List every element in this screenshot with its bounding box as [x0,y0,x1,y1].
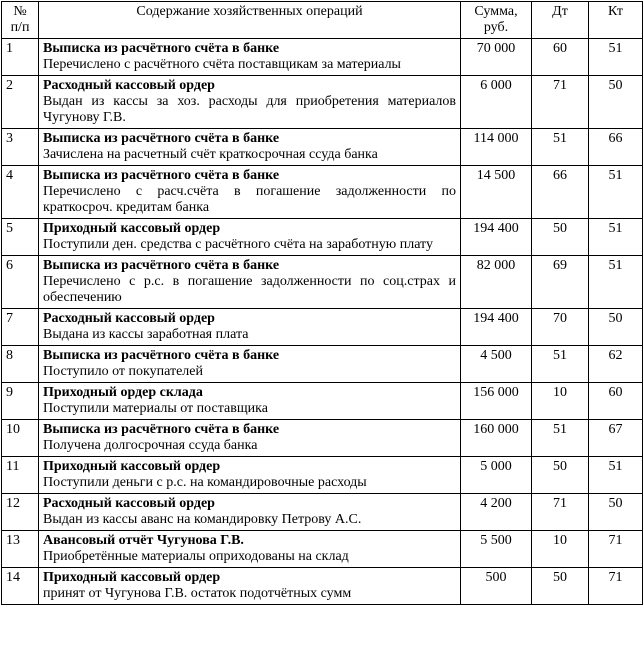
document-title: Приходный кассовый ордер [43,570,221,585]
operations-table [1,1,643,605]
header-kt: Кт [589,2,643,39]
operation-text: Получена долгосрочная ссуда банка [43,438,258,453]
row-number: 12 [2,494,39,531]
amount: 5 500 [461,531,532,568]
credit-account: 71 [589,568,643,605]
operation-content [39,166,461,219]
debit-account: 71 [532,494,589,531]
amount: 4 500 [461,346,532,383]
credit-account: 51 [589,166,643,219]
row-number: 13 [2,531,39,568]
document-title: Выписка из расчётного счёта в банке [43,258,280,273]
credit-account: 62 [589,346,643,383]
operation-text: Выдана из кассы заработная плата [43,327,249,342]
operation-text: Поступили деньги с р.с. на командировочные расходы [43,475,367,490]
document-title: Приходный кассовый ордер [43,221,221,236]
row-number: 8 [2,346,39,383]
debit-account: 66 [532,166,589,219]
operation-content [39,420,461,457]
amount: 500 [461,568,532,605]
operation-content [39,309,461,346]
operation-content [39,457,461,494]
document-title: Расходный кассовый ордер [43,311,215,326]
table-row [2,420,643,457]
header-row [2,2,643,39]
table-row [2,309,643,346]
table-row [2,568,643,605]
amount: 82 000 [461,256,532,309]
amount: 6 000 [461,76,532,129]
row-number: 14 [2,568,39,605]
credit-account: 50 [589,309,643,346]
operation-content [39,346,461,383]
credit-account: 66 [589,129,643,166]
document-title: Расходный кассовый ордер [43,496,215,511]
debit-account: 10 [532,383,589,420]
credit-account: 50 [589,494,643,531]
document-title: Выписка из расчётного счёта в банке [43,41,280,56]
row-number: 2 [2,76,39,129]
row-number: 7 [2,309,39,346]
debit-account: 10 [532,531,589,568]
credit-account: 67 [589,420,643,457]
table-row [2,256,643,309]
operation-text: Перечислено с расчётного счёта поставщикам за материалы [43,57,401,72]
operation-text: Приобретённые материалы оприходованы на склад [43,549,349,564]
amount: 194 400 [461,219,532,256]
operation-text: Перечислено с расч.счёта в погашение задолженности по краткосроч. кредитам банка [43,184,456,215]
amount: 70 000 [461,39,532,76]
amount: 160 000 [461,420,532,457]
operation-text: принят от Чугунова Г.В. остаток подотчётных сумм [43,586,352,601]
row-number: 3 [2,129,39,166]
operation-content [39,256,461,309]
row-number: 5 [2,219,39,256]
document-title: Приходный ордер склада [43,385,203,400]
debit-account: 50 [532,568,589,605]
operation-content [39,39,461,76]
operation-text: Перечислено с р.с. в погашение задолженности по соц.страх и обеспечению [43,274,456,305]
document-title: Выписка из расчётного счёта в банке [43,422,280,437]
header-num: № п/п [2,2,39,39]
amount: 5 000 [461,457,532,494]
debit-account: 70 [532,309,589,346]
debit-account: 51 [532,420,589,457]
document-title: Выписка из расчётного счёта в банке [43,168,280,183]
debit-account: 50 [532,219,589,256]
table-row [2,76,643,129]
operation-text: Выдан из кассы за хоз. расходы для приобретения материалов Чугунову Г.В. [43,94,456,125]
debit-account: 51 [532,346,589,383]
credit-account: 51 [589,256,643,309]
debit-account: 71 [532,76,589,129]
debit-account: 69 [532,256,589,309]
credit-account: 50 [589,76,643,129]
amount: 14 500 [461,166,532,219]
row-number: 10 [2,420,39,457]
row-number: 1 [2,39,39,76]
operation-content [39,219,461,256]
table-row [2,531,643,568]
table-row [2,494,643,531]
operation-content [39,568,461,605]
document-title: Расходный кассовый ордер [43,78,215,93]
table-row [2,457,643,494]
table-row [2,346,643,383]
credit-account: 51 [589,457,643,494]
operation-content [39,531,461,568]
amount: 4 200 [461,494,532,531]
operation-text: Зачислена на расчетный счёт краткосрочная ссуда банка [43,147,378,162]
document-title: Выписка из расчётного счёта в банке [43,131,280,146]
table-row [2,219,643,256]
operation-content [39,383,461,420]
amount: 194 400 [461,309,532,346]
debit-account: 60 [532,39,589,76]
table-row [2,383,643,420]
debit-account: 51 [532,129,589,166]
header-sum: Сумма, руб. [461,2,532,39]
operation-text: Поступили материалы от поставщика [43,401,268,416]
operation-content [39,129,461,166]
header-content: Содержание хозяйственных операций [39,2,461,39]
operation-content [39,76,461,129]
operation-text: Поступило от покупателей [43,364,203,379]
document-title: Выписка из расчётного счёта в банке [43,348,280,363]
operation-text: Выдан из кассы аванс на командировку Петрову А.С. [43,512,362,527]
table-body [2,39,643,605]
header-dt: Дт [532,2,589,39]
credit-account: 71 [589,531,643,568]
debit-account: 50 [532,457,589,494]
amount: 156 000 [461,383,532,420]
operation-text: Поступили ден. средства с расчётного счёта на заработную плату [43,237,433,252]
document-title: Авансовый отчёт Чугунова Г.В. [43,533,244,548]
row-number: 11 [2,457,39,494]
table-row [2,39,643,76]
row-number: 6 [2,256,39,309]
operation-content [39,494,461,531]
row-number: 4 [2,166,39,219]
table-row [2,129,643,166]
credit-account: 51 [589,219,643,256]
document-title: Приходный кассовый ордер [43,459,221,474]
table-row [2,166,643,219]
credit-account: 60 [589,383,643,420]
amount: 114 000 [461,129,532,166]
credit-account: 51 [589,39,643,76]
row-number: 9 [2,383,39,420]
